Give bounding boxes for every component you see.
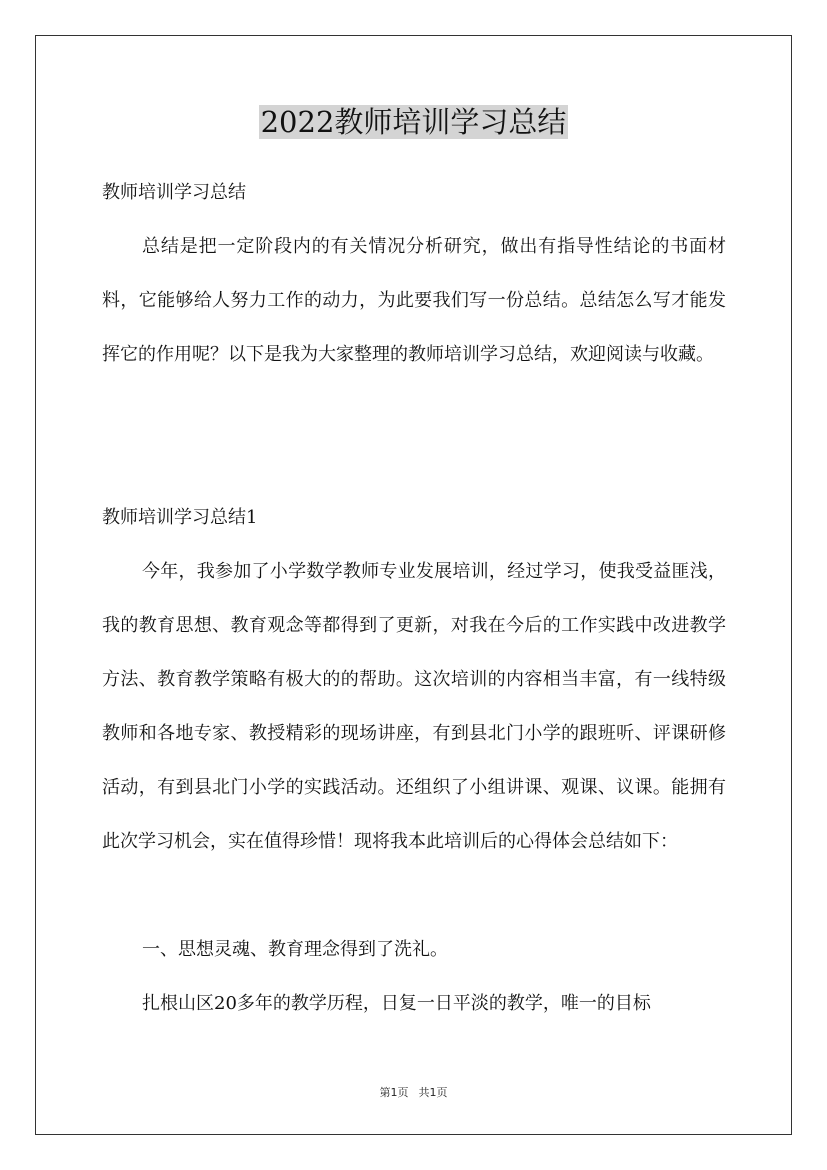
section-heading: 教师培训学习总结1: [102, 507, 258, 528]
page-footer: [0, 1084, 827, 1100]
document-title: [0, 100, 827, 144]
page-total: 共1页: [418, 1086, 448, 1099]
page-number: 第1页: [379, 1086, 409, 1099]
intro-paragraph: 总结是把一定阶段内的有关情况分析研究，做出有指导性结论的书面材料，它能够给人努力工作的动力，为此要我们写一份总结。总结怎么写才能发挥它的作用呢？以下是我为大家整理的教师培训学习总结，欢迎阅读与收藏。: [102, 236, 726, 365]
body-paragraph: 今年，我参加了小学数学教师专业发展培训，经过学习，使我受益匪浅，我的教育思想、教育观念等都得到了更新，对我在今后的工作实践中改进教学方法、教育教学策略有极大的的帮助。这次培训的内容相当丰富，有一线特级教师和各地专家、教授精彩的现场讲座，有到县北门小学的跟班听、评课研修活动，有到县北门小学的实践活动。还组织了小组讲课、观课、议课。能拥有此次学习机会，实在值得珍惜！现将我本此培训后的心得体会总结如下：: [102, 561, 726, 852]
list-point: 一、思想灵魂、教育理念得到了洗礼。: [142, 939, 448, 960]
document-title-text: 2022教师培训学习总结: [260, 105, 567, 139]
body-paragraph-continued: 扎根山区20多年的教学历程，日复一日平淡的教学，唯一的目标: [142, 993, 651, 1014]
document-subtitle: 教师培训学习总结: [102, 182, 246, 203]
